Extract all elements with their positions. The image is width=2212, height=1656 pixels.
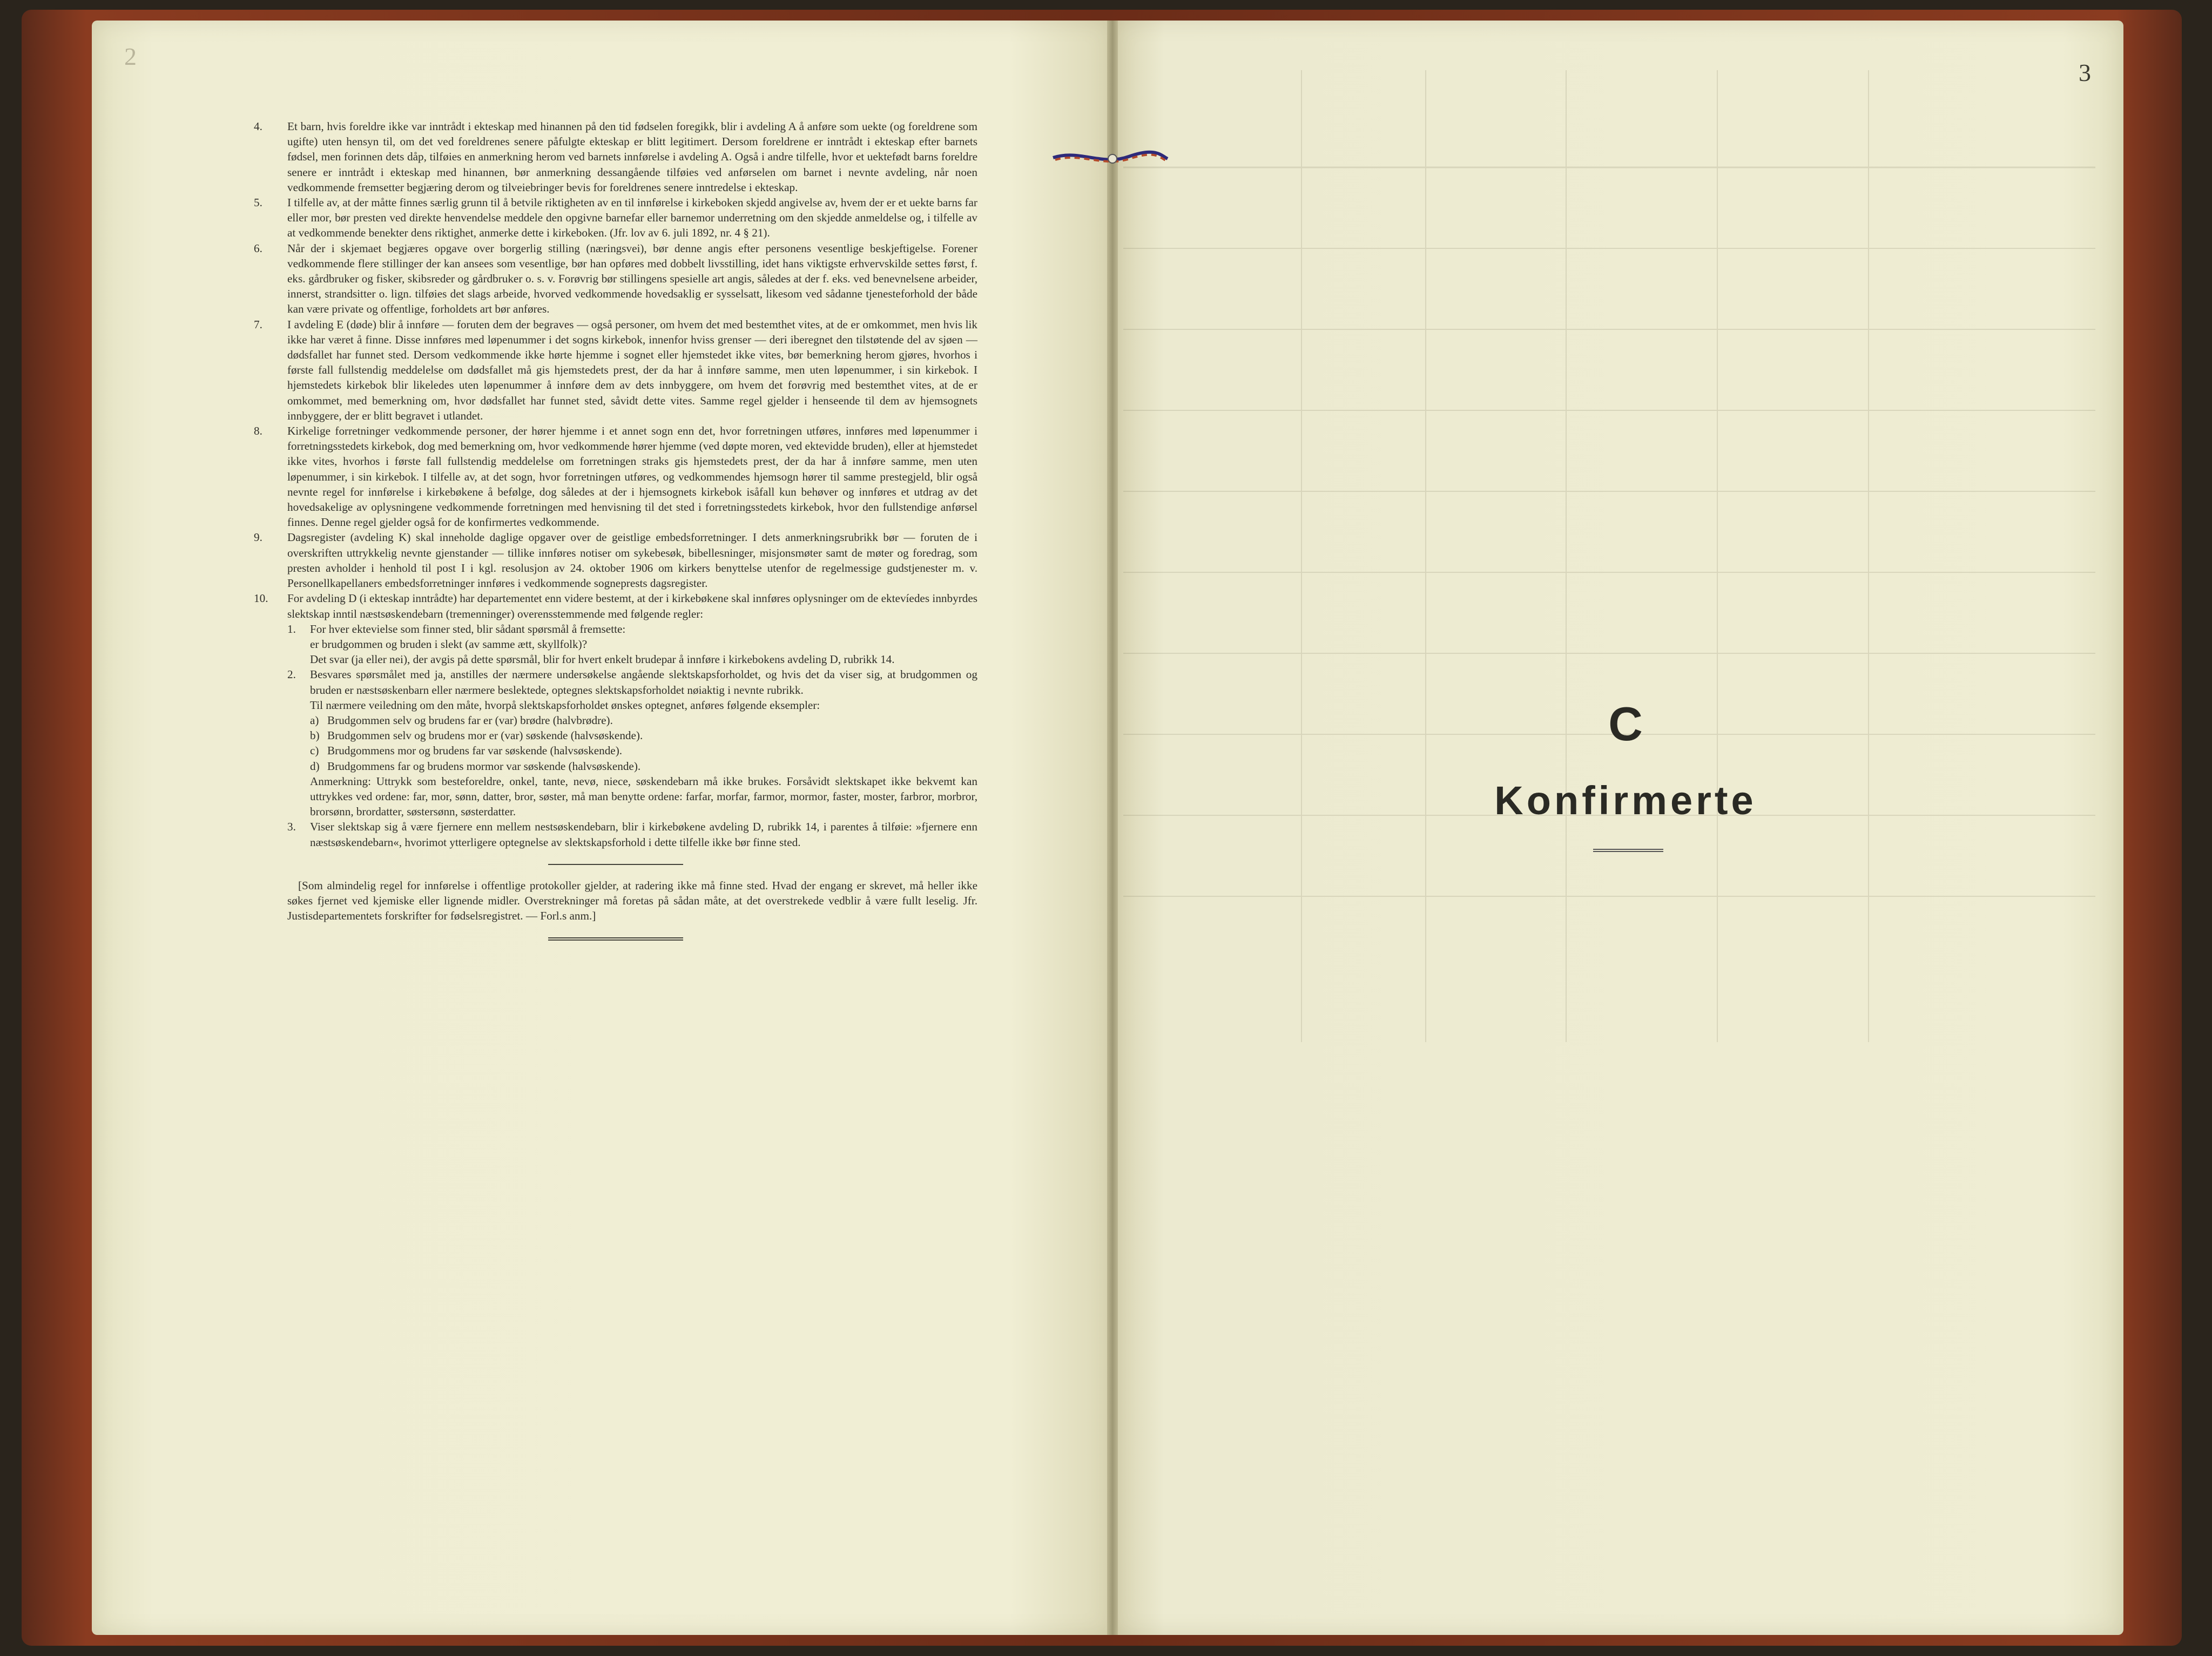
sub-rule-item xyxy=(287,819,977,849)
sub-rule-number: 1. xyxy=(287,622,296,636)
rule-item xyxy=(254,317,977,423)
sub-rule-text: Besvares spørsmålet med ja, anstilles der nærmere undersøkelse angående slektskapsforholdet, og hvis det da viser sig, at brudgommen og bruden er næstsøskenbarn eller nærmere beslektede, optegnes slektskapsforholdet nøiaktig i nevnte rubrikk. xyxy=(310,668,977,697)
sub-rule-item xyxy=(287,667,977,697)
sub-rule-number: 2. xyxy=(287,668,296,681)
example-text: Brudgommen selv og brudens far er (var) brødre (halvbrødre). xyxy=(327,713,613,727)
rule-item xyxy=(254,530,977,591)
rule-text: Kirkelige forretninger vedkommende personer, der hører hjemme i et annet sogn enn det, hvor forretningen utføres, innføres med løpenummer i forretningsstedets kirkebok, dog med bemerkning om, hvor vedkommende hører hjemme (ved døpte moren, ved ektevidde bruden), eller at hjemstedet ikke vites, hvorhos i første fall fullstendig meddelelse om forretningen straks gis hjemstedets prest, der da har å innføre samme, men uten løpenummer, i sin kirkebok. I tilfelle av, at det sogn, hvor forretningen utføres, og vedkommendes hjemsogn hører til samme prestegjeld, blir også nevnte regel for innførelse i kirkebøkene å befølge, dog således at der i hjemsognets kirkebok isåfall kun behøver og innføres et utdrag av det hovedsakelige av oplysningene vedkommende forretningen med henvisning til det sted i forretningsstedets kirkebok, hvor den fullstendige anførsel finnes. Denne regel gjelder også for de konfirmertes vedkommende. xyxy=(287,424,977,529)
example-text: Brudgommens mor og brudens far var søskende (halvsøskende). xyxy=(327,744,623,758)
rule-text: Dagsregister (avdeling K) skal inneholde daglige opgaver over de geistlige embedsforretninger. I dets anmerkningsrubrikk bør — foruten de i overskriften uttrykkelig nevnte gjenstander — tillike innføres notiser om sykebesøk, bibellesninger, misjonsmøter samt de møter og foredrag, som presten avholder i henhold til post I i kgl. resolusjon av 24. oktober 1906 om kirkers benyttelse utenfor de regelmessige gudstjenester m. v. Personellkapellaners embedsforretninger innføres i vedkommende sogneprests dagsregister. xyxy=(287,531,977,590)
example-letter: d) xyxy=(310,759,320,773)
sub-rule-number xyxy=(287,698,310,713)
left-page-number: 2 xyxy=(124,43,137,70)
sub-rule-text: Til nærmere veiledning om den måte, hvorpå slektskapsforholdet ønskes optegnet, anføres følgende eksempler: xyxy=(310,698,820,712)
rule-text: For avdeling D (i ekteskap inntrådte) har departementet enn videre bestemt, at der i kirkebøkene skal innføres oplysninger om de ektevíedes innbyrdes slektskap inntil næstsøskendebarn (tremenninger) overensstemmende med følgende regler: xyxy=(287,592,977,620)
example-line xyxy=(310,759,977,774)
rule-item xyxy=(254,591,977,621)
rule-item xyxy=(254,119,977,195)
rule-item xyxy=(254,241,977,317)
sub-rule-text: er brudgommen og bruden i slekt (av samme ætt, skyllfolk)? xyxy=(310,637,588,651)
double-separator-line xyxy=(548,937,683,941)
rule-number: 8. xyxy=(254,424,262,438)
rule-number: 7. xyxy=(254,317,262,331)
section-letter: C xyxy=(1608,697,1643,751)
sub-rule-item xyxy=(287,698,977,713)
rule-number: 4. xyxy=(254,120,262,133)
rule-text: I avdeling E (døde) blir å innføre — foruten dem der begraves — også personer, om hvem det med bestemthet vites, at de er omkommet, men hvis lik ikke har været å finne. Disse innføres med løpenummer i det sogns kirkebok, innenfor hviss grenser — deri iberegnet den tilstøtende del av sjøen — dødsfallet har funnet sted. Dersom vedkommende ikke hørte hjemme i sognet eller hjemstedet ikke vites, bør bemerkning herom gjøres, hvorhos i første fall fullstendig meddelelse om dødsfallet må gis hjemstedets prest, der da har å innføre samme, men uten løpenummer, i sin kirkebok. I hjemstedets kirkebok blir likeledes uten løpenummer å innføre dem av dets innbyggere, om hvem det forøvrig med bestemthet vites, at de er omkommet, med bemerkning om, hvor dødsfallet har funnet sted, såvidt dette vites. Samme regel gjelder i henseende til dem av hjemsognets innbyggere, der er blitt begravet i utlandet. xyxy=(287,317,977,422)
example-text: Brudgommen selv og brudens mor er (var) søskende (halvsøskende). xyxy=(327,729,643,742)
example-letter: b) xyxy=(310,729,320,742)
sub-rule-item xyxy=(287,637,977,652)
sub-rule-number xyxy=(287,652,310,667)
rule-item xyxy=(254,195,977,241)
sub-rule-item xyxy=(287,652,977,667)
sub-rule-number: 3. xyxy=(287,820,296,834)
rule-number: 6. xyxy=(254,241,262,255)
example-line xyxy=(310,713,977,728)
example-letter: a) xyxy=(310,713,319,727)
book-spine xyxy=(1107,21,1118,1635)
sub-rule-text: Viser slektskap sig å være fjernere enn mellem nestsøskendebarn, blir i kirkebøkene avdeling D, rubrikk 14, i parentes å tilføie: »fjernere enn næstsøskendebarn«, hvorimot ytterligere optegnelse av slektskapsforhold i dette tilfelle ikke bør finne sted. xyxy=(310,820,977,849)
right-page xyxy=(1114,21,2123,1635)
remark-text: Anmerkning: Uttrykk som besteforeldre, onkel, tante, nevø, niece, søskendebarn må ikke brukes. Forsåvidt slektskapet ikke bekvemt kan uttrykkes ved ordene: far, mor, sønn, datter, bror, søster, må man benytte ordene: farfar, morfar, farmor, mormor, faster, moster, farbror, morbror, brorsønn, brordatter, søstersønn, søsterdatter. xyxy=(310,774,977,819)
right-page-number: 3 xyxy=(2079,59,2091,86)
footnote-text: [Som almindelig regel for innførelse i offentlige protokoller gjelder, at radering ikke må finne sted. Hvad der engang er skrevet, må heller ikke søkes fjernet ved kjemiske eller lignende midler. Overstrekninger må foretas på sådan måte, at det overstrekede vedblir å være fullt leselig. Jfr. Justisdepartementets forskrifter for fødselsregistret. — Forl.s anm.] xyxy=(287,878,977,923)
sub-rule-text: For hver ektevielse som finner sted, blir sådant spørsmål å fremsette: xyxy=(310,622,626,636)
rule-number: 5. xyxy=(254,196,262,209)
rule-text: Når der i skjemaet begjæres opgave over borgerlig stilling (næringsvei), bør denne angis efter personens vesentlige beskjeftigelse. Forener vedkommende flere stillinger der kan ansees som vesentlige, bør han opføres med dobbelt livsstilling, idet hans viktigste erhvervskilde settes først, f. eks. gårdbruker og fisker, skibsreder og gårdbruker o. s. v. Forøvrig bør stillingens spesielle art angis, således at der f. eks. ved benevnelsene arbeider, innerst, strandsitter o. lign. tilføies det slags arbeide, hvorved vedkommende hovedsaklig er sysselsatt, likesom ved sådanne tjenesteforhold der både kan være private og offentlige, forholdets art bør anføres. xyxy=(287,241,977,316)
binding-thread-icon xyxy=(1048,146,1172,170)
example-line xyxy=(310,743,977,758)
sub-rule-text: Det svar (ja eller nei), der avgis på dette spørsmål, blir for hvert enkelt brudepar å innføre i kirkebokens avdeling D, rubrikk 14. xyxy=(310,653,895,666)
rule-item xyxy=(254,423,977,530)
rule-text: Et barn, hvis foreldre ikke var inntrådt i ekteskap med hinannen på den tid fødselen foregikk, blir i avdeling A å anføre som uekte (og foreldrene som ugifte) uten hensyn til, om det ved foreldrenes senere påfulgte ekteskap er blitt legitimert. Dersom foreldrene er inntrådt i ekteskap efter barnets fødsel, men forinnen dets dåp, tilføies en anmerkning herom ved barnets innførelse i avdeling A. Også i andre tilfelle, hvor et uektefødt barns foreldre senere er inntrådt i ekteskap med hinannen, bør anmerkning dessangående tilføies ved anførselen om barnet i nevnte avdeling, når noen vedkommende fremsetter begjæring derom og tilveiebringer bevis for foreldrenes senere inntredelse i ekteskap. xyxy=(287,120,977,194)
sub-rule-number xyxy=(287,637,310,652)
rule-number: 9. xyxy=(254,531,262,544)
separator-line xyxy=(548,864,683,865)
example-line xyxy=(310,728,977,743)
rule-number: 10. xyxy=(254,592,268,605)
section-title: Konfirmerte xyxy=(1494,778,1757,823)
rule-text: I tilfelle av, at der måtte finnes særlig grunn til å betvile riktigheten av en til innførelse i kirkeboken skjedd angivelse av, hvem der er et uekte barns far eller mor, bør presten ved direkte henvendelse meddele den opgivne barnefar eller barnemor underretning om den skjedde anmeldelse og, i tilfelle av at vedkommende benekter dens riktighet, anmerke dette i kirkeboken. (Jfr. lov av 6. juli 1892, nr. 4 § 21). xyxy=(287,196,977,240)
title-underline xyxy=(1593,849,1663,852)
example-text: Brudgommens far og brudens mormor var søskende (halvsøskende). xyxy=(327,759,641,773)
example-letter: c) xyxy=(310,744,319,758)
sub-rule-item xyxy=(287,621,977,637)
instructions-text xyxy=(254,119,977,954)
